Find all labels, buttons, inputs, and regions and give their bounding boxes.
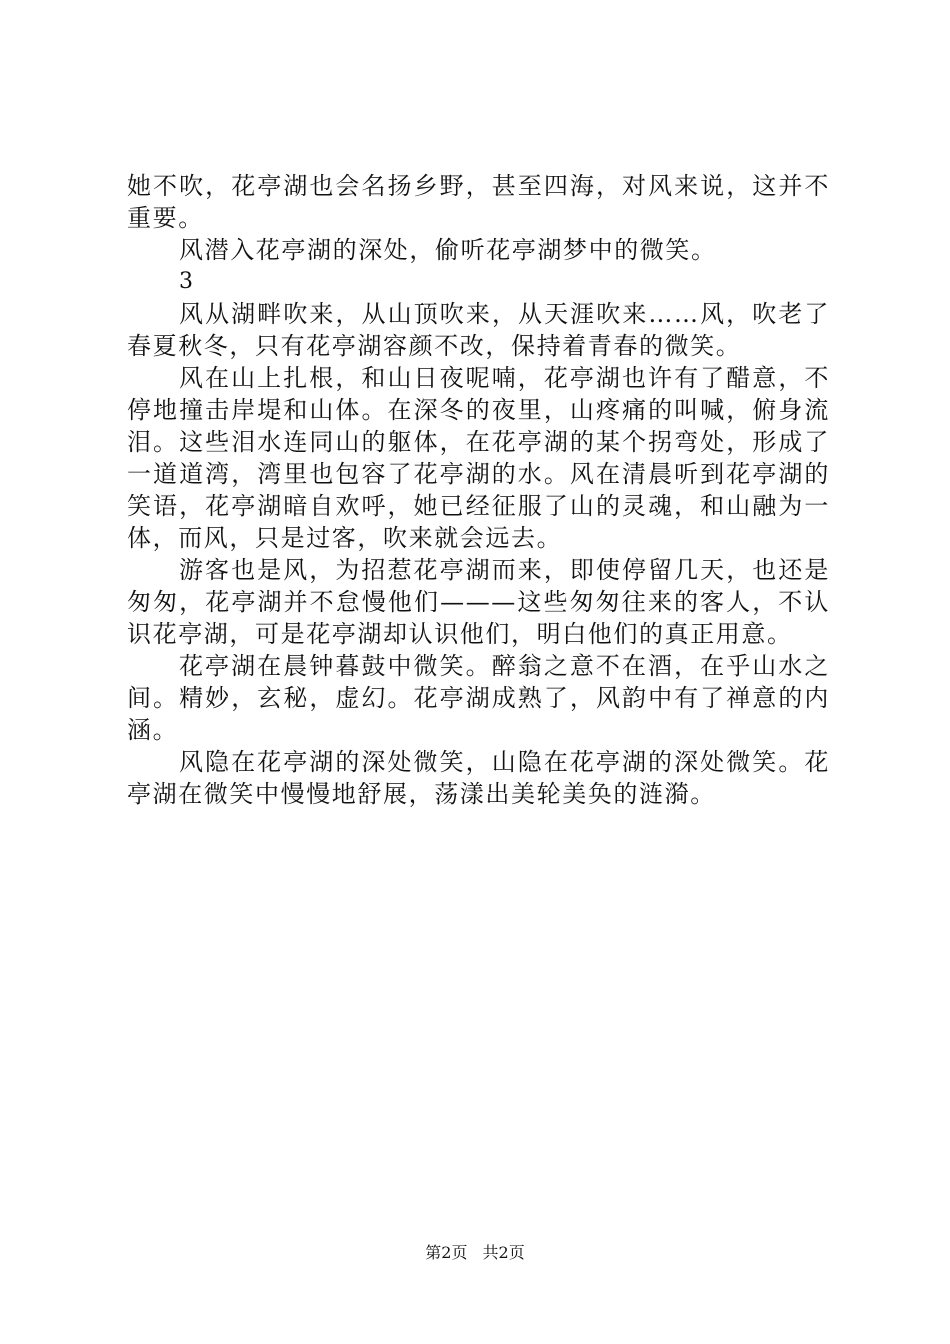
page-number: 第2页: [425, 1243, 468, 1262]
page-footer: [0, 1243, 950, 1263]
paragraph: 风从湖畔吹来，从山顶吹来，从天涯吹来……风，吹老了春夏秋冬，只有花亭湖容颜不改，保持着青春的微笑。: [127, 300, 830, 360]
paragraph: 风在山上扎根，和山日夜呢喃，花亭湖也许有了醋意，不停地撞击岸堤和山体。在深冬的夜里，山疼痛的叫喊，俯身流泪。这些泪水连同山的躯体，在花亭湖的某个拐弯处，形成了一道道湾，湾里也包容了花亭湖的水。风在清晨听到花亭湖的笑语，花亭湖暗自欢呼，她已经征服了山的灵魂，和山融为一体，而风，只是过客，吹来就会远去。: [127, 364, 830, 552]
paragraph: 花亭湖在晨钟暮鼓中微笑。醉翁之意不在酒，在乎山水之间。精妙，玄秘，虚幻。花亭湖成熟了，风韵中有了禅意的内涵。: [127, 652, 830, 744]
document-body: [127, 170, 830, 810]
paragraph: 游客也是风，为招惹花亭湖而来，即使停留几天，也还是匆匆，花亭湖并不怠慢他们———这些匆匆往来的客人，不认识花亭湖，可是花亭湖却认识他们，明白他们的真正用意。: [127, 556, 830, 648]
paragraph: 风潜入花亭湖的深处，偷听花亭湖梦中的微笑。: [179, 236, 717, 264]
page-total: 共2页: [482, 1243, 525, 1262]
paragraph: 风隐在花亭湖的深处微笑，山隐在花亭湖的深处微笑。花亭湖在微笑中慢慢地舒展，荡漾出美轮美奂的涟漪。: [127, 748, 830, 808]
section-number: 3: [179, 269, 193, 294]
paragraph: 她不吹，花亭湖也会名扬乡野，甚至四海，对风来说，这并不重要。: [127, 172, 830, 232]
